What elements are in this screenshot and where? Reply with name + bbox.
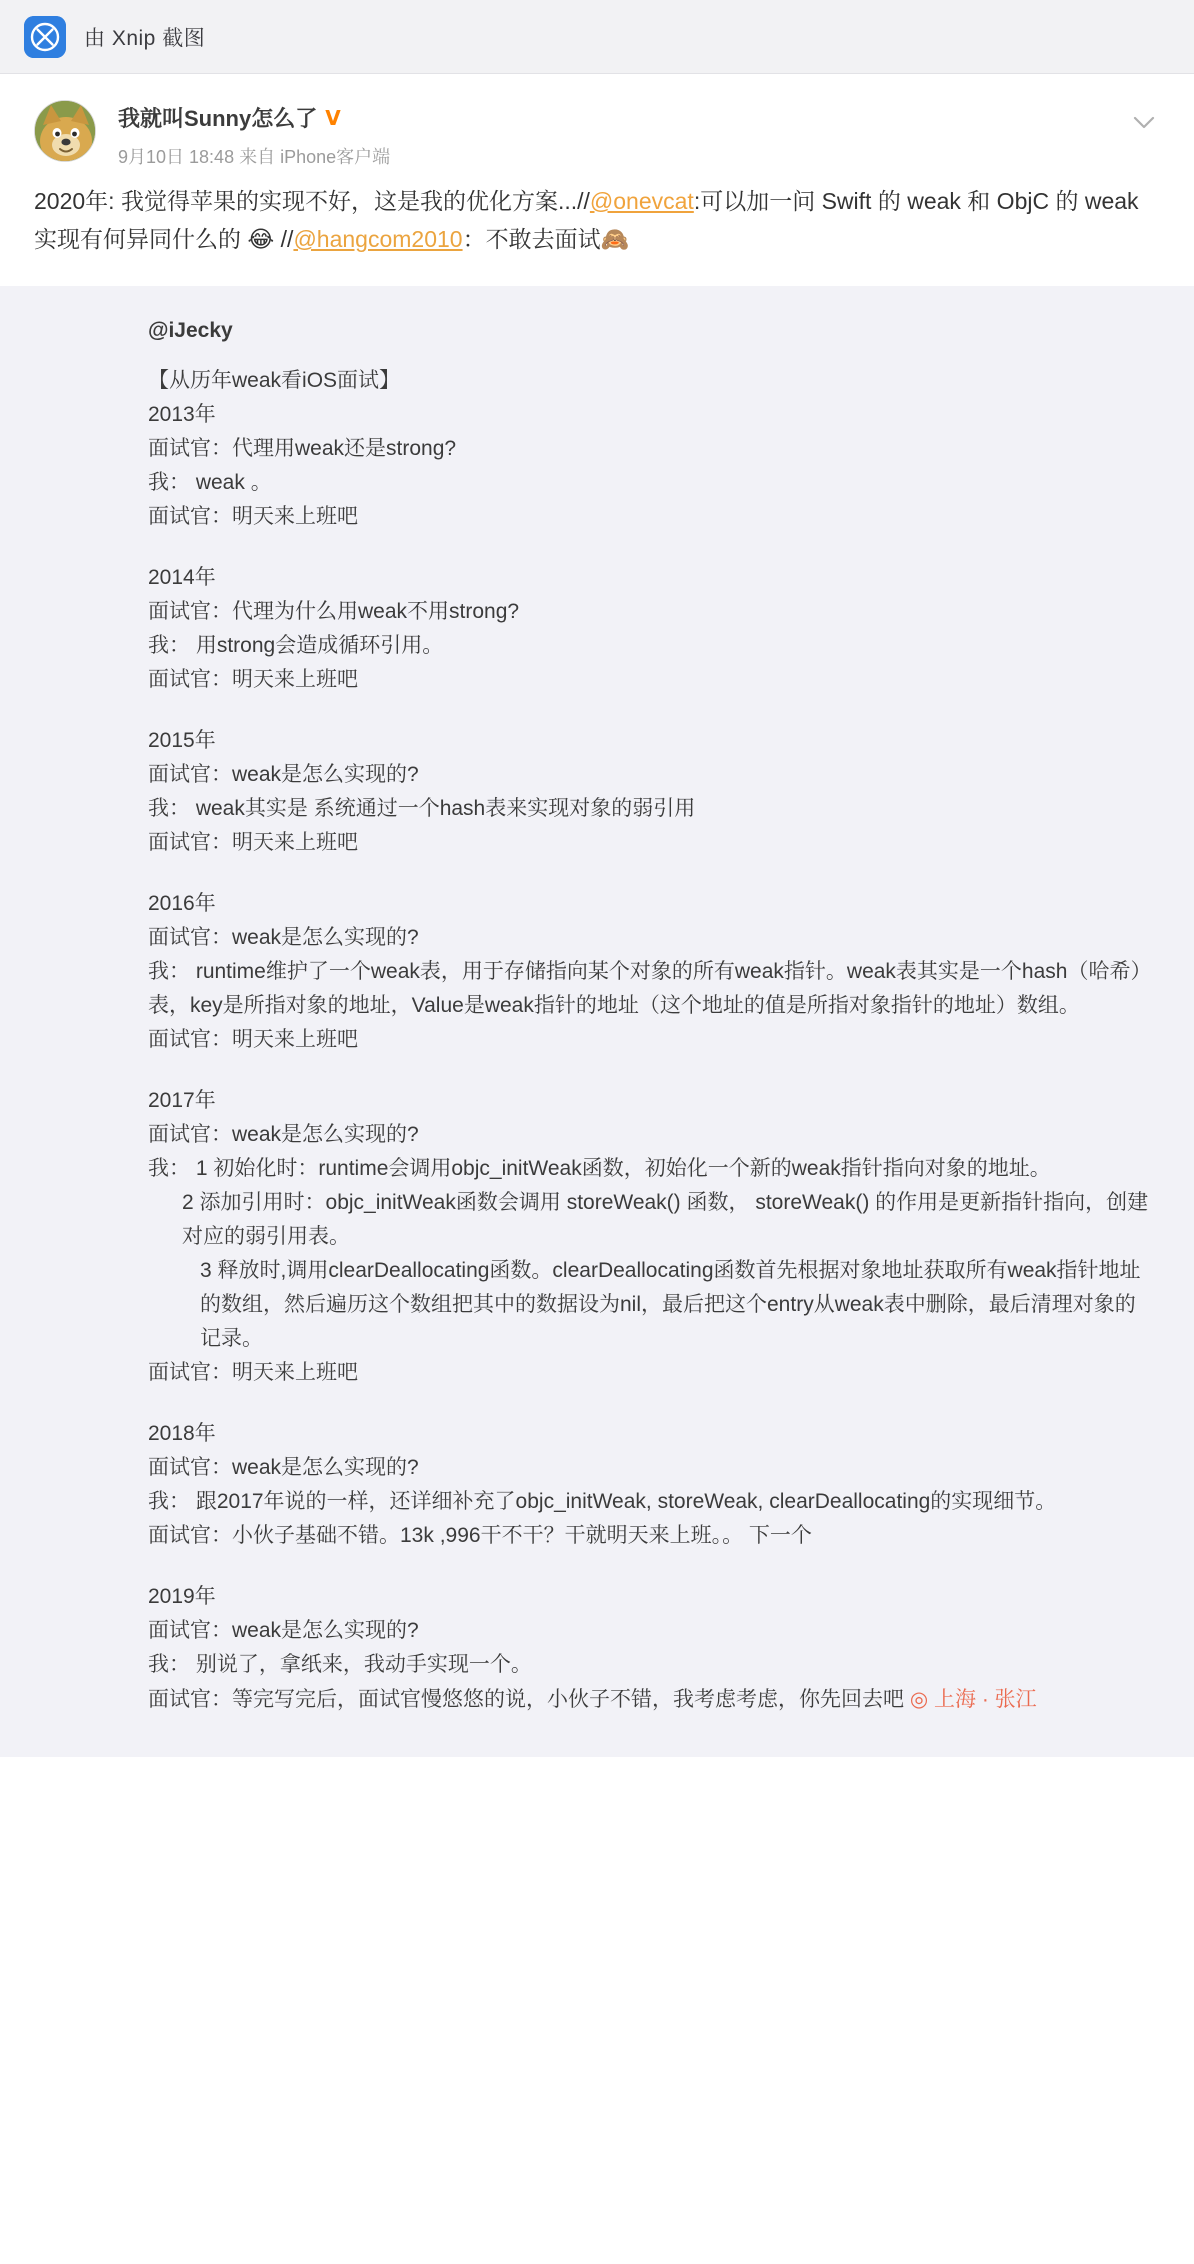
quoted-line-spacer — [148, 1553, 1154, 1580]
quoted-line: 面试官：明天来上班吧 — [148, 504, 358, 528]
quoted-last-line-text: 面试官：等完写完后，面试官慢悠悠的说，小伙子不错，我考虑考虑，你先回去吧 — [148, 1688, 910, 1712]
quoted-line: 面试官：代理用weak还是strong? — [148, 436, 457, 460]
quoted-line: 面试官：小伙子基础不错。13k ,996干不干？干就明天来上班。。 下一个 — [148, 1524, 812, 1548]
post-text-segment-2: :可以加一问 Swift 的 weak 和 ObjC 的 weak 实现有何异同什么的 — [34, 188, 1139, 252]
location-label[interactable] — [910, 1688, 1037, 1711]
emoji-laughing-icon: 😂 — [247, 226, 275, 253]
xnip-title-bar — [0, 0, 1194, 74]
emoji-see-no-evil-icon: 🙈 — [600, 226, 630, 253]
quoted-line-spacer — [148, 1057, 1154, 1084]
quoted-line: 面试官：weak是怎么实现的? — [148, 926, 419, 950]
quoted-line: 2 添加引用时：objc_initWeak函数会调用 storeWeak() 函数， storeWeak() 的作用是更新指针指向，创建对应的弱引用表。 — [182, 1191, 1149, 1249]
quoted-post-body — [148, 364, 1154, 1683]
quoted-line: 我： runtime维护了一个weak表，用于存储指向某个对象的所有weak指针。weak表其实是一个hash（哈希）表，key是所指对象的地址，Value是weak指针的地址（这个地址的值是所指对象指针的地址）数组。 — [148, 960, 1152, 1018]
quoted-line: 2013年 — [148, 402, 216, 426]
quoted-line: 2015年 — [148, 729, 216, 753]
quoted-line: 2016年 — [148, 892, 216, 916]
quoted-line-spacer — [148, 697, 1154, 724]
quoted-line: 2019年 — [148, 1585, 216, 1609]
quoted-line: 2014年 — [148, 565, 216, 589]
quoted-line: 面试官：weak是怎么实现的? — [148, 763, 419, 787]
quoted-line: 面试官：明天来上班吧 — [148, 1028, 358, 1052]
quoted-line: 面试官：明天来上班吧 — [148, 831, 358, 855]
mention-hangcom2010[interactable]: @hangcom2010 — [293, 225, 463, 252]
xnip-logo-icon — [24, 16, 66, 58]
quoted-line: 面试官：明天来上班吧 — [148, 668, 358, 692]
quoted-line-spacer — [148, 534, 1154, 561]
quoted-line: 【从历年weak看iOS面试】 — [148, 368, 401, 392]
chevron-down-icon[interactable] — [1130, 108, 1158, 136]
post-text-segment-4: ：不敢去面试 — [462, 225, 601, 252]
location-pin-icon: ◎ — [909, 1687, 929, 1712]
post-text-segment-1: 2020年: 我觉得苹果的实现不好，这是我的优化方案...// — [34, 188, 590, 214]
xnip-title-label: 由 Xnip 截图 — [84, 26, 206, 50]
quoted-line-spacer — [148, 1390, 1154, 1417]
quoted-line: 2018年 — [148, 1422, 216, 1446]
weibo-post-card — [0, 74, 1194, 1757]
quoted-post[interactable] — [0, 286, 1194, 1758]
quoted-line-spacer — [148, 860, 1154, 887]
quoted-line: 面试官：weak是怎么实现的? — [148, 1456, 419, 1480]
quoted-line: 我： 用strong会造成循环引用。 — [148, 634, 444, 657]
quoted-line: 我： weak 。 — [148, 470, 272, 494]
quoted-line: 我： 1 初始化时：runtime会调用objc_initWeak函数，初始化一个新的weak指针指向对象的地址。 — [148, 1157, 1051, 1181]
post-text-segment-3: // — [274, 225, 294, 252]
quoted-line: 我： 跟2017年说的一样，还详细补充了objc_initWeak, storeWeak, clearDeallocating的实现细节。 — [148, 1490, 1057, 1514]
quoted-line: 面试官：weak是怎么实现的? — [148, 1619, 419, 1643]
quoted-line: 我： 别说了，拿纸来，我动手实现一个。 — [148, 1653, 532, 1677]
user-name-row — [118, 102, 1160, 133]
quoted-user-handle[interactable]: @iJecky — [148, 318, 233, 342]
user-name[interactable]: 我就叫Sunny怎么了 — [118, 106, 318, 131]
quoted-line: 2017年 — [148, 1089, 216, 1113]
location-text: 上海 · 张江 — [934, 1688, 1037, 1712]
avatar[interactable] — [34, 100, 96, 162]
quoted-line: 面试官：weak是怎么实现的? — [148, 1123, 419, 1147]
mention-onevcat[interactable]: @onevcat — [589, 188, 694, 214]
post-meta: 9月10日 18:48 来自 iPhone客户端 — [118, 147, 391, 167]
quoted-line: 我： weak其实是 系统通过一个hash表来实现对象的弱引用 — [148, 797, 696, 821]
quoted-last-line — [148, 1682, 1154, 1717]
quoted-line: 面试官：明天来上班吧 — [148, 1361, 358, 1385]
post-text — [0, 169, 1194, 286]
quoted-line: 3 释放时,调用clearDeallocating函数。clearDeallocating函数首先根据对象地址获取所有weak指针地址的数组，然后遍历这个数组把其中的数据设为nil，最后把这个entry从weak表中删除，最后清理对象的记录。 — [200, 1259, 1141, 1351]
quoted-line: 面试官：代理为什么用weak不用strong? — [148, 599, 520, 623]
post-header — [0, 74, 1194, 169]
verified-badge-icon: V — [325, 105, 341, 130]
